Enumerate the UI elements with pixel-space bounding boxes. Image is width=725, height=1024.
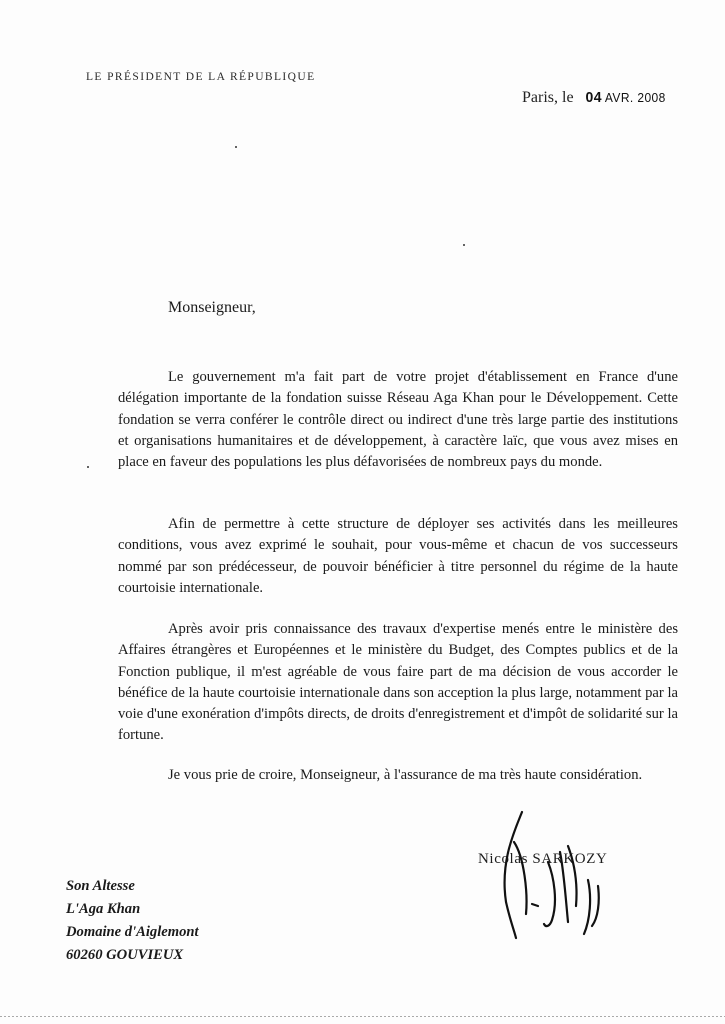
date-day: 04 — [585, 88, 602, 106]
signer-name: Nicolas SARKOZY — [478, 851, 608, 867]
scan-speck — [463, 244, 465, 246]
addressee-line-1: Son Altesse — [66, 878, 135, 894]
addressee-line-4: 60260 GOUVIEUX — [66, 947, 184, 963]
page-bottom-edge — [0, 1016, 725, 1017]
handwritten-signature — [488, 802, 618, 942]
body-paragraph-1: Le gouvernement m'a fait part de votre projet d'établissement en France d'une délégation importante de la fondation suisse Réseau Aga Khan pour le Développement. Cette fondation se verra conférer le contrôle direct ou indirect d'une très large partie des institutions et organisations humanitaires et de développement, à caractère laïc, que vous avez mises en place en faveur des populations les plus défavorisées de nombreux pays du monde. — [118, 369, 678, 471]
closing-formula: Je vous prie de croire, Monseigneur, à l'assurance de ma très haute considération. — [168, 767, 643, 783]
scan-speck — [87, 466, 89, 468]
salutation: Monseigneur, — [168, 299, 256, 316]
date-place: Paris, le — [522, 89, 574, 106]
body-paragraph-3: Après avoir pris connaissance des travaux d'expertise menés entre le ministère des Affaires étrangères et Européennes et le ministère du Budget, des Comptes publics et de la Fonction publique, il m'est agréable de vous faire part de ma décision de vous accorder le bénéfice de la haute courtoisie internationale dans son acception la plus large, notamment par la voie d'une exonération d'impôts directs, de droits d'enregistrement et d'impôt de solidarité sur la fortune. — [118, 621, 678, 744]
body-paragraph-2: Afin de permettre à cette structure de déployer ses activités dans les meilleures conditions, vous avez exprimé le souhait, pour vous-même et chacun de vos successeurs nommé par son prédécesseur, de pouvoir bénéficier à titre personnel du régime de la haute courtoisie internationale. — [118, 516, 678, 596]
addressee-line-2: L'Aga Khan — [66, 901, 141, 917]
letterhead: LE PRÉSIDENT DE LA RÉPUBLIQUE — [86, 71, 316, 83]
scan-speck — [235, 146, 237, 148]
addressee-line-3: Domaine d'Aiglemont — [66, 924, 199, 940]
date-month-year: AVR. 2008 — [604, 90, 666, 106]
date-stamp — [586, 89, 666, 106]
addressee-block — [66, 875, 199, 967]
dateline — [522, 89, 666, 107]
